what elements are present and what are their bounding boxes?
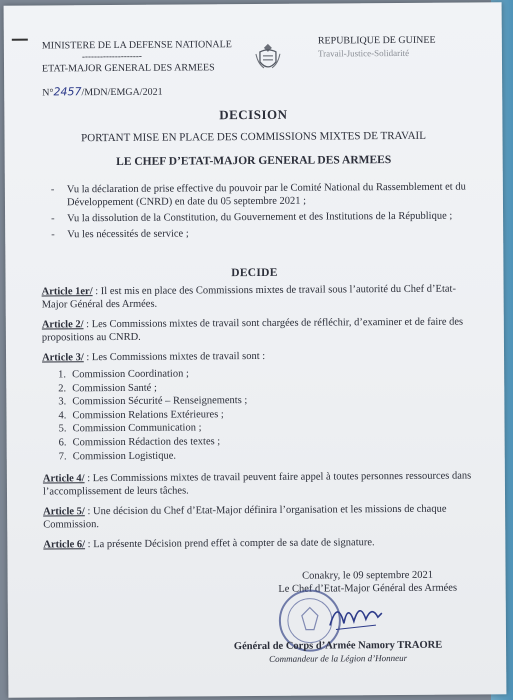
list-text: Commission Rédaction des textes ; [72,436,221,449]
list-text: Commission Relations Extérieures ; [72,409,224,422]
handwritten-signature-icon [326,595,386,635]
list-item [58,381,247,396]
place-date: Conakry, le 09 septembre 2021 [302,569,434,582]
article-2 [42,315,472,344]
signatory-block [188,638,488,666]
list-item [58,367,247,382]
list-item [59,449,248,464]
list-number: 2. [58,382,67,394]
commissions-list [58,367,248,463]
list-text: Commission Sécurité – Renseignements ; [72,395,248,408]
issuing-authority: LE CHEF D’ETAT-MAJOR GENERAL DES ARMEES [116,154,392,168]
article-text: : La présente Décision prend effet à compter de sa date de signature. [85,537,375,551]
list-item [59,435,248,450]
article-text: : Les Commissions mixtes de travail peuvent faire appel à toutes personnes ressources dans l’accomplissement de leurs tâches. [42,470,472,498]
list-number: 5. [58,423,67,435]
decide-heading: DECIDE [231,266,278,280]
list-number: 3. [58,396,67,408]
considerant-text: Vu la déclaration de prise effective du pouvoir par le Comité National du Rassemblement et du Développement (CNRD) en date du 05 septembre 2021 ; [66,181,466,209]
article-3 [42,348,472,364]
considerant-item [51,225,471,241]
considerant-text: Vu les nécessités de service ; [67,228,189,241]
coat-of-arms-icon [254,42,282,74]
document-page [4,2,507,697]
considerant-bullet: - [50,184,55,196]
signatory-role: Commandeur de la Légion d’Honneur [269,652,408,664]
signatory-name: Général de Corps d’Armée Namory TRAORE [233,639,443,653]
list-text: Commission Coordination ; [72,368,189,381]
considerant-text: Vu la dissolution de la Constitution, du Gouvernement et des Institutions de la République ; [67,210,453,225]
article-label: Article 6/ [43,539,86,551]
article-1 [42,282,472,311]
staff-name: ETAT-MAJOR GENERAL DES ARMEES [41,62,215,75]
list-number: 1. [58,369,67,381]
handwritten-number: 2457 [53,85,82,99]
ministry-name: MINISTERE DE LA DEFENSE NATIONALE [41,39,232,52]
considerant-item [51,180,471,209]
considerant-bullet: - [51,229,55,241]
article-label: Article 5/ [43,506,85,518]
article-text: : Les Commissions mixtes de travail sont chargées de réfléchir, d’examiner et de faire des propositions au CNRD. [41,316,464,344]
article-label: Article 2/ [41,319,84,331]
list-item [58,408,247,423]
header-dashes: -------------------- [81,50,142,62]
number-prefix: N° [42,87,54,99]
list-text: Commission Communication ; [72,422,202,435]
document-title: DECISION [219,106,288,123]
considerant-item [51,209,471,225]
article-5 [43,502,473,531]
header-left [42,38,232,99]
reference-number [42,84,232,99]
article-text: : Une décision du Chef d’Etat-Major définira l’organisation et les missions de chaque Commission. [43,503,447,531]
article-label: Article 3/ [42,352,84,364]
article-label: Article 4/ [42,473,85,485]
article-text: : Il est mis en place des Commissions mixtes de travail sous l’autorité du Chef d’Etat-Major Général des Armées. [41,283,456,311]
list-number: 6. [58,437,67,449]
article-6 [43,535,473,551]
considerant-bullet: - [51,213,55,225]
list-number: 4. [58,410,67,422]
list-number: 7. [58,450,67,462]
article-label: Article 1er/ [41,286,93,298]
article-4 [43,469,473,498]
header-right [318,35,436,60]
list-item [59,421,248,436]
list-item [58,394,247,409]
list-text: Commission Logistique. [72,450,177,462]
signatory-title: Le Chef d’Etat-Major Général des Armées [278,582,458,595]
list-text: Commission Santé ; [72,382,157,394]
document-subtitle: PORTANT MISE EN PLACE DES COMMISSIONS MIXTES DE TRAVAIL [81,129,426,145]
corner-mark [12,39,28,41]
considerants-list [51,180,471,244]
national-motto: Travail-Justice-Solidarité [317,47,410,59]
article-text: : Les Commissions mixtes de travail sont : [83,350,266,364]
republic-name: REPUBLIQUE DE GUINEE [317,34,436,47]
number-suffix: /MDN/EMGA/2021 [81,86,163,99]
